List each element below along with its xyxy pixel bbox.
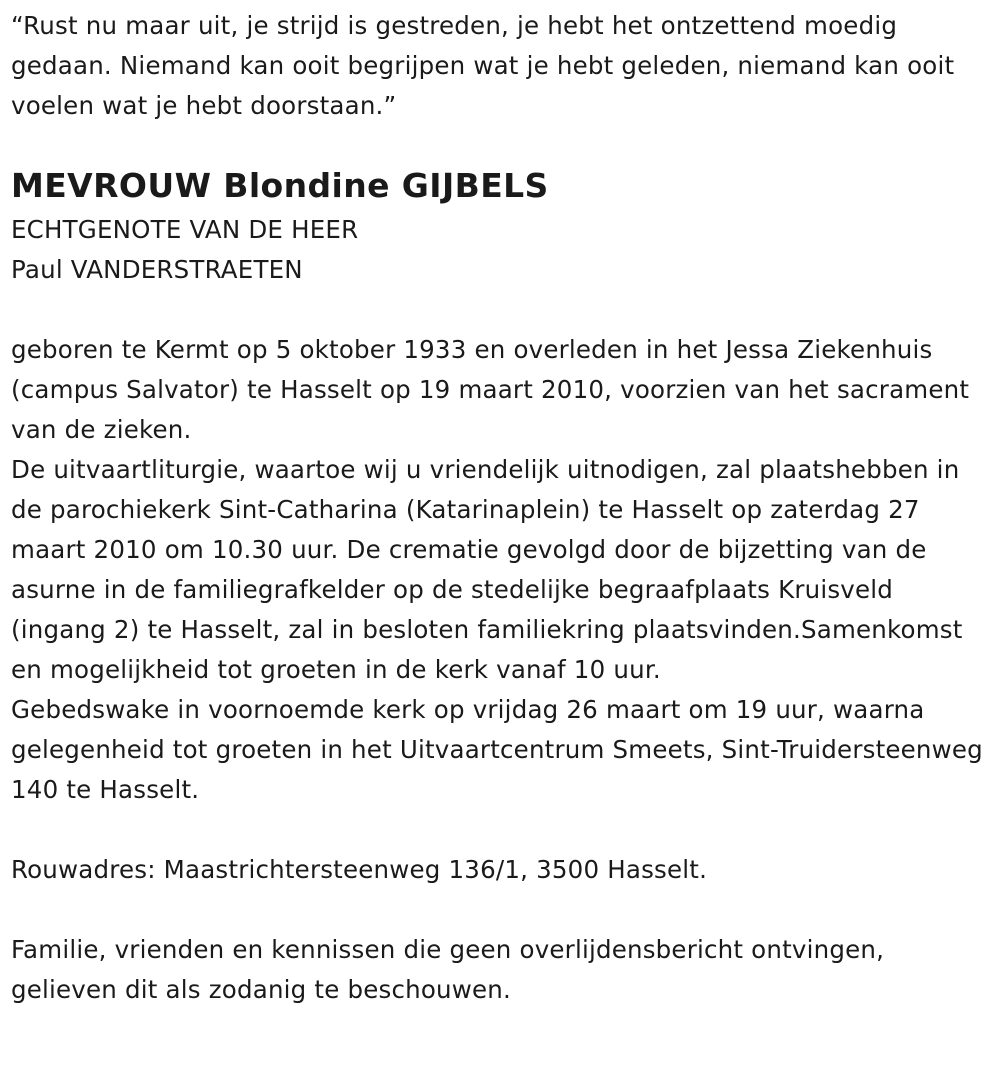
section-spacer — [11, 290, 991, 330]
spouse-name: Paul VANDERSTRAETEN — [11, 255, 303, 284]
wake-paragraph: Gebedswake in voornoemde kerk op vrijdag 26 maart om 19 uur, waarna gelegenheid tot groeten in het Uitvaartcentrum Smeets, Sint-Truidersteenweg 140 te Hasselt. — [11, 695, 983, 804]
section-spacer — [11, 810, 991, 850]
mourning-address: Rouwadres: Maastrichtersteenweg 136/1, 3500 Hasselt. — [11, 855, 708, 884]
section-spacer — [11, 890, 991, 930]
funeral-paragraph: De uitvaartliturgie, waartoe wij u vriendelijk uitnodigen, zal plaatshebben in de parochiekerk Sint-Catharina (Katarinaplein) te Hasselt op zaterdag 27 maart 2010 om 10.30 uur. De crematie gevolgd door de bijzetting van de asurne in de familiegrafkelder op de stedelijke begraafplaats Kruisveld (ingang 2) te Hasselt, zal in besloten familiekring plaatsvinden.Samenkomst en mogelijkheid tot groeten in de kerk vanaf 10 uur. — [11, 455, 963, 684]
obituary-notice — [11, 6, 991, 1010]
closing-note: Familie, vrienden en kennissen die geen overlijdensbericht ontvingen, gelieven dit als zodanig te beschouwen. — [11, 935, 885, 1004]
opening-quote: “Rust nu maar uit, je strijd is gestreden, je hebt het ontzettend moedig gedaan. Niemand kan ooit begrijpen wat je hebt geleden, niemand kan ooit voelen wat je hebt doorstaan.” — [11, 11, 955, 120]
relation-line: ECHTGENOTE VAN DE HEER — [11, 215, 359, 244]
birth-death-paragraph: geboren te Kermt op 5 oktober 1933 en overleden in het Jessa Ziekenhuis (campus Salvator) te Hasselt op 19 maart 2010, voorzien van het sacrament van de zieken. — [11, 335, 970, 444]
deceased-name: MEVROUW Blondine GIJBELS — [11, 166, 549, 205]
